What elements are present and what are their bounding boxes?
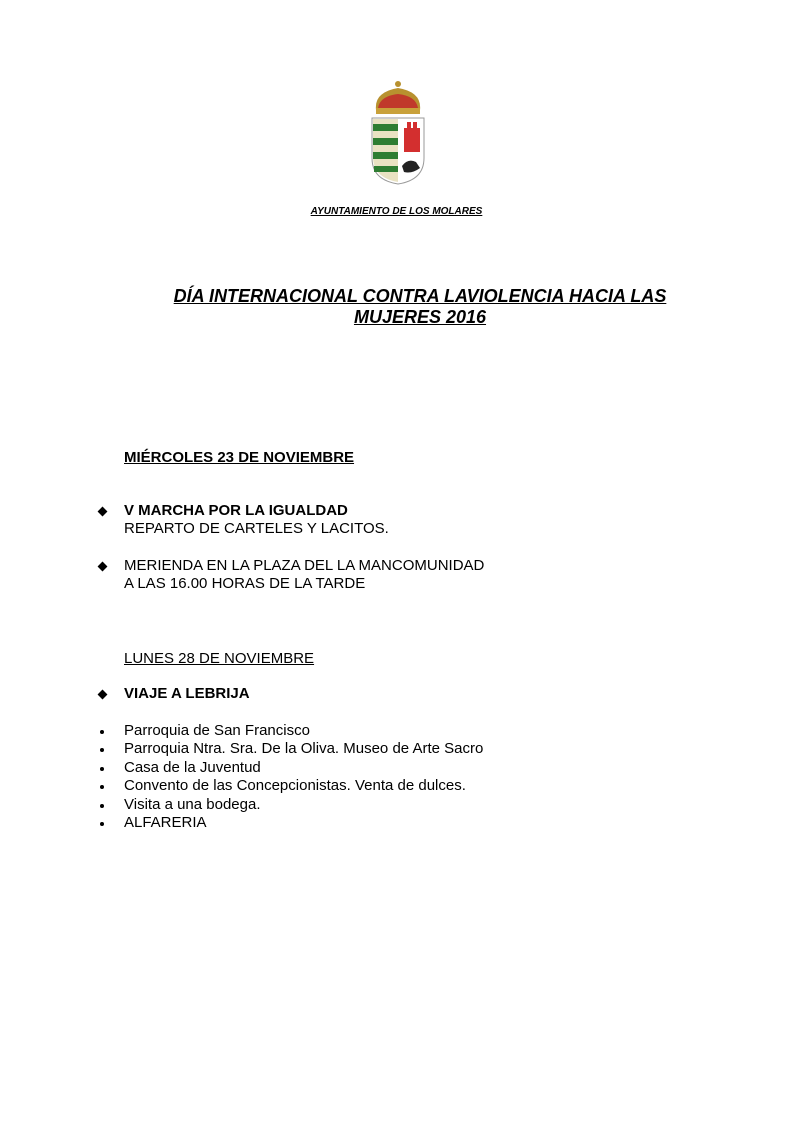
event-title: V MARCHA POR LA IGUALDAD [124,502,348,519]
list-item: Parroquia Ntra. Sra. De la Oliva. Museo de Arte Sacro [124,740,484,757]
bullet-icon [100,785,104,789]
bullet-icon [100,804,104,808]
bullet-icon [100,767,104,771]
diamond-bullet-icon [98,690,108,700]
list-item: ALFARERIA [124,814,207,831]
list-item: Convento de las Concepcionistas. Venta de dulces. [124,777,466,794]
title-line-1: DÍA INTERNACIONAL CONTRA LAVIOLENCIA HACIA LAS [173,286,667,306]
diamond-bullet-icon [98,562,108,572]
event-title: VIAJE A LEBRIJA [124,685,250,702]
coat-of-arms-icon [368,78,428,188]
bullet-icon [100,822,104,826]
event-item [124,557,484,593]
list-item: Casa de la Juventud [124,759,261,776]
diamond-bullet-icon [98,507,108,517]
bullet-icon [100,748,104,752]
event-item [124,502,389,538]
bullet-icon [100,730,104,734]
event-title: MERIENDA EN LA PLAZA DEL LA MANCOMUNIDAD [124,557,485,574]
day-heading-monday: LUNES 28 DE NOVIEMBRE [124,650,315,667]
document-title [120,286,720,328]
organization-name: AYUNTAMIENTO DE LOS MOLARES [310,206,483,217]
list-item: Parroquia de San Francisco [124,722,310,739]
title-line-2: MUJERES 2016 [353,307,487,327]
day-heading-wednesday: MIÉRCOLES 23 DE NOVIEMBRE [124,449,355,466]
list-item: Visita a una bodega. [124,796,261,813]
event-detail: A LAS 16.00 HORAS DE LA TARDE [124,575,366,592]
event-detail: REPARTO DE CARTELES Y LACITOS. [124,520,389,537]
